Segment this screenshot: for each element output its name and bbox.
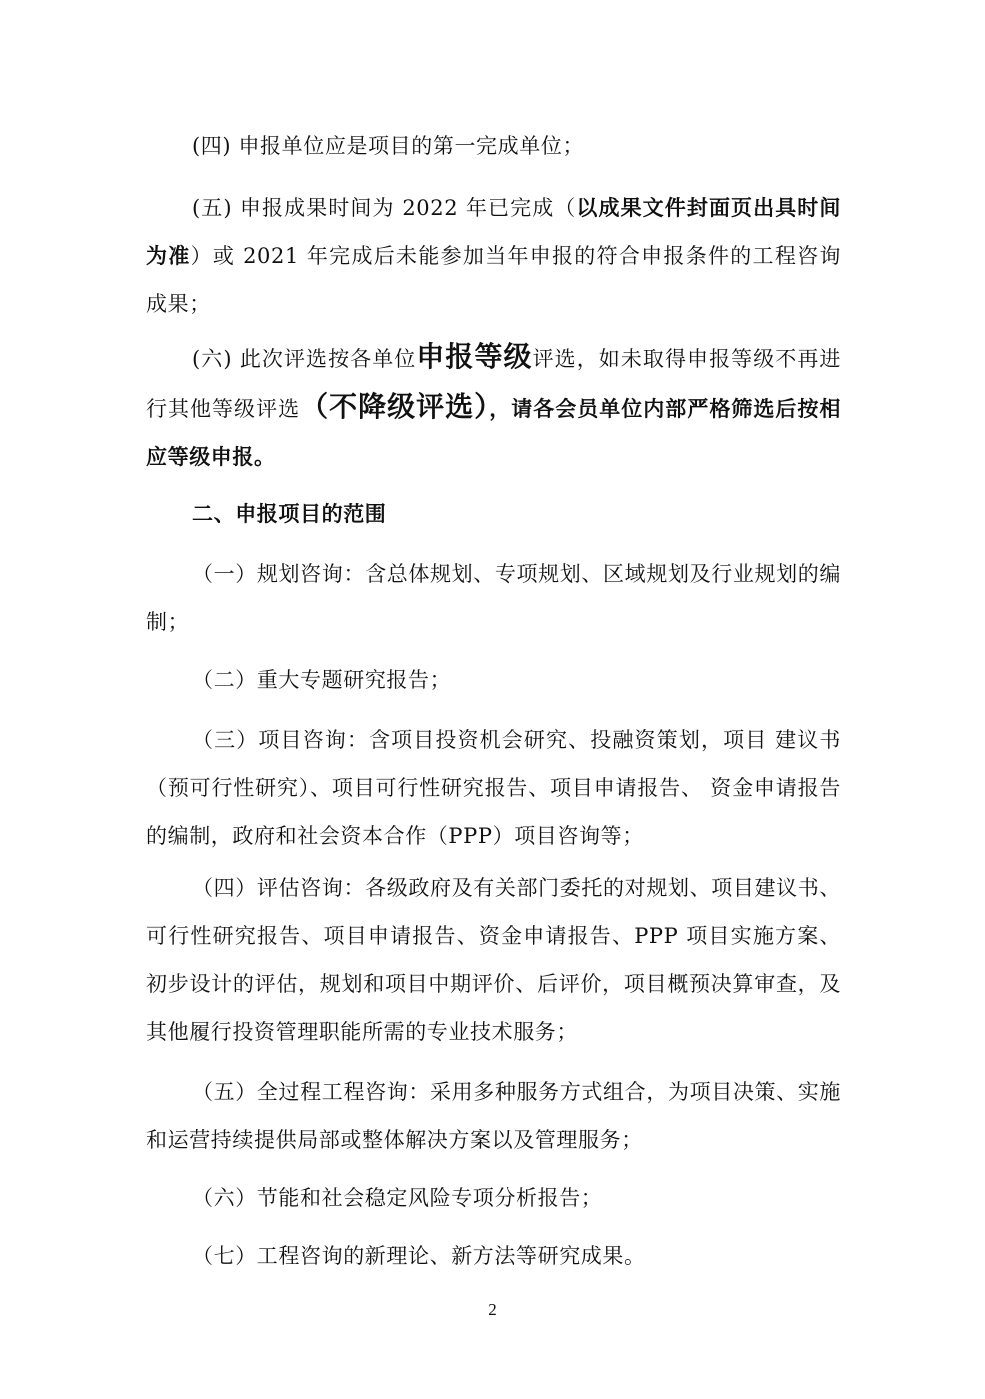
scope-item-4-text: （四）评估咨询：各级政府及有关部门委托的对规划、项目建议书、可行性研究报告、项目申请报告、资金申请报告、PPP 项目实施方案、初步设计的评估，规划和项目中期评价、后评价，项目概预决算审查，及其他履行投资管理职能所需的专业技术服务； xyxy=(146,876,841,1044)
clause-5-paragraph xyxy=(146,184,841,328)
clause-6-emphasis-no-downgrade: （不降级评选） xyxy=(300,390,490,423)
clause-4-paragraph xyxy=(146,122,841,170)
clause-6-paragraph xyxy=(146,333,841,481)
scope-item-3-text: （三）项目咨询：含项目投资机会研究、投融资策划，项目 建议书（预可行性研究）、项目可行性研究报告、项目申请报告、 资金申请报告的编制，政府和社会资本合作（PPP）项目咨询等； xyxy=(146,728,841,848)
scope-item-1 xyxy=(146,550,841,646)
scope-item-5 xyxy=(146,1068,841,1164)
scope-item-2 xyxy=(146,656,841,704)
scope-item-7-text: （七）工程咨询的新理论、新方法等研究成果。 xyxy=(192,1244,646,1268)
page-number: 2 xyxy=(488,1300,497,1319)
clause-6-text-c: 评选，如未取得申报等级不再进行其他等级评选 xyxy=(146,347,841,421)
clause-6-text-a: (六) 此次评选按各单位 xyxy=(192,347,417,371)
clause-5-bold-note: 以成果文件封面页出具时间为准 xyxy=(146,196,842,268)
clause-5-text-c: ）或 2021 年完成后未能参加当年申报的符合申报条件的工程咨询成果； xyxy=(146,244,842,316)
clause-6-emphasis-level: 申报等级 xyxy=(416,340,533,373)
scope-item-6-text: （六）节能和社会稳定风险专项分析报告； xyxy=(192,1186,603,1210)
scope-item-3 xyxy=(146,716,841,860)
section-heading xyxy=(146,490,841,538)
scope-item-4 xyxy=(146,864,841,1056)
section-heading-text: 二、申报项目的范围 xyxy=(192,502,387,526)
scope-item-7 xyxy=(146,1232,841,1280)
clause-4-text: (四) 申报单位应是项目的第一完成单位； xyxy=(192,134,585,158)
clause-5-text-a: (五) 申报成果时间为 2022 年已完成（ xyxy=(192,196,577,220)
scope-item-2-text: （二）重大专题研究报告； xyxy=(192,668,452,692)
scope-item-6 xyxy=(146,1174,841,1222)
scope-item-5-text: （五）全过程工程咨询：采用多种服务方式组合，为项目决策、实施和运营持续提供局部或整体解决方案以及管理服务； xyxy=(146,1080,841,1152)
clause-6-text-e: ，请各会员单位内部 xyxy=(489,397,688,421)
clause-6-bold-tail: 严格筛选后按相应等级申报。 xyxy=(146,397,841,469)
scope-item-1-text: （一）规划咨询：含总体规划、专项规划、区域规划及行业规划的编制； xyxy=(146,562,841,634)
